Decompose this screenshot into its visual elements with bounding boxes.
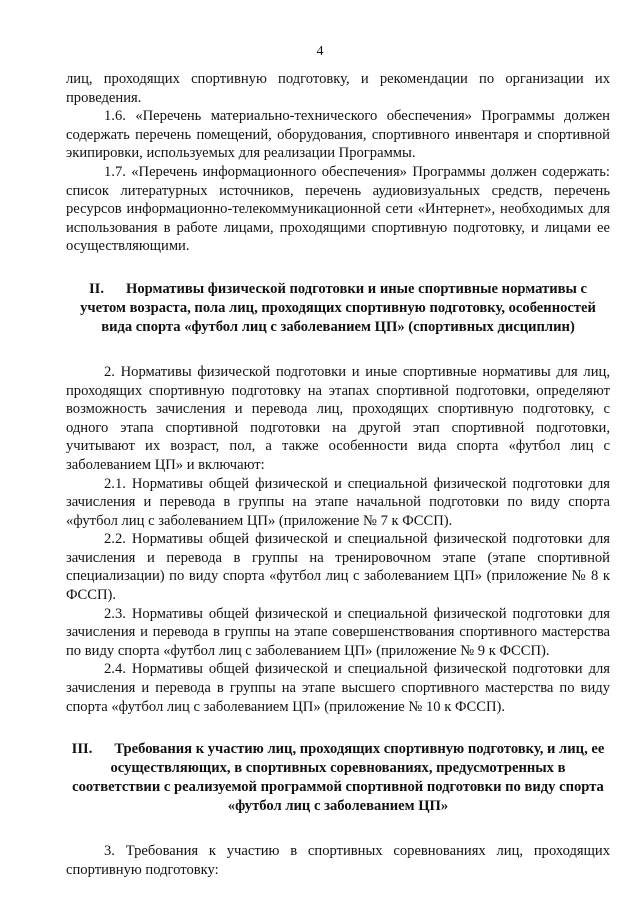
section-number-2: II. [88, 280, 104, 297]
paragraph-2: 2. Нормативы физической подготовки и иные спортивные нормативы для лиц, проходящих спортивную подготовку на этапах спортивной подготовки, определяют возможность зачисления и перевода лиц, проходящих спортивную подготовку, с одного этапа спортивной подготовки на другой этап спортивной подготовки, учитывают их возраст, пол, а также особенности вида спорта «футбол лиц с заболеванием ЦП» и включают: [66, 363, 610, 473]
paragraph-2-2: 2.2. Нормативы общей физической и специальной физической подготовки для зачисления и перевода в группы на тренировочном этапе (этапе спортивной специализации) по виду спорта «футбол лиц с заболеванием ЦП» (приложение № 8 к ФССП). [66, 531, 610, 604]
section-heading-3 [66, 740, 610, 816]
paragraph-2-4: 2.4. Нормативы общей физической и специальной физической подготовки для зачисления и перевода в группы на этапе высшего спортивного мастерства по виду спорта «футбол лиц с заболеванием ЦП» (приложение № 10 к ФССП). [66, 661, 610, 715]
paragraph-2-1: 2.1. Нормативы общей физической и специальной физической подготовки для зачисления и перевода в группы на этапе начальной подготовки по виду спорта «футбол лиц с заболеванием ЦП» (приложение № 7 к ФССП). [66, 475, 610, 529]
section-heading-2 [66, 280, 610, 337]
paragraph-1-7: 1.7. «Перечень информационного обеспечения» Программы должен содержать: список литературных источников, перечень аудиовизуальных средств, перечень ресурсов информационно-телекоммуникационной сети «Интернет», необходимых для использования в работе лицами, проходящими спортивную подготовку, и лицами ее осуществляющими. [66, 163, 610, 255]
paragraph-continuation: лиц, проходящих спортивную подготовку, и рекомендации по организации их проведения. [66, 71, 610, 106]
paragraph-2-3: 2.3. Нормативы общей физической и специальной физической подготовки для зачисления и перевода в группы на этапе совершенствования спортивного мастерства по виду спорта «футбол лиц с заболеванием ЦП» (приложение № 9 к ФССП). [66, 605, 610, 659]
section-title-3: Требования к участию лиц, проходящих спортивную подготовку, и лиц, ее осуществляющих, в спортивных соревнованиях, предусмотренных в соответствии с реализуемой программой спортивной подготовки по виду спорта «футбол лиц с заболеванием ЦП» [72, 741, 605, 815]
section-number-3: III. [71, 741, 93, 758]
page-number: 4 [316, 44, 324, 59]
paragraph-3: 3. Требования к участию в спортивных соревнованиях лиц, проходящих спортивную подготовку: [66, 843, 610, 878]
document-body [66, 70, 610, 879]
section-title-2: Нормативы физической подготовки и иные спортивные нормативы с учетом возраста, пола лиц, проходящих спортивную подготовку, особенностей вида спорта «футбол лиц с заболеванием ЦП» (спортивных дисциплин) [80, 280, 596, 335]
paragraph-1-6: 1.6. «Перечень материально-технического обеспечения» Программы должен содержать перечень помещений, оборудования, спортивного инвентаря и спортивной экипировки, используемых для реализации Программы. [66, 108, 610, 162]
